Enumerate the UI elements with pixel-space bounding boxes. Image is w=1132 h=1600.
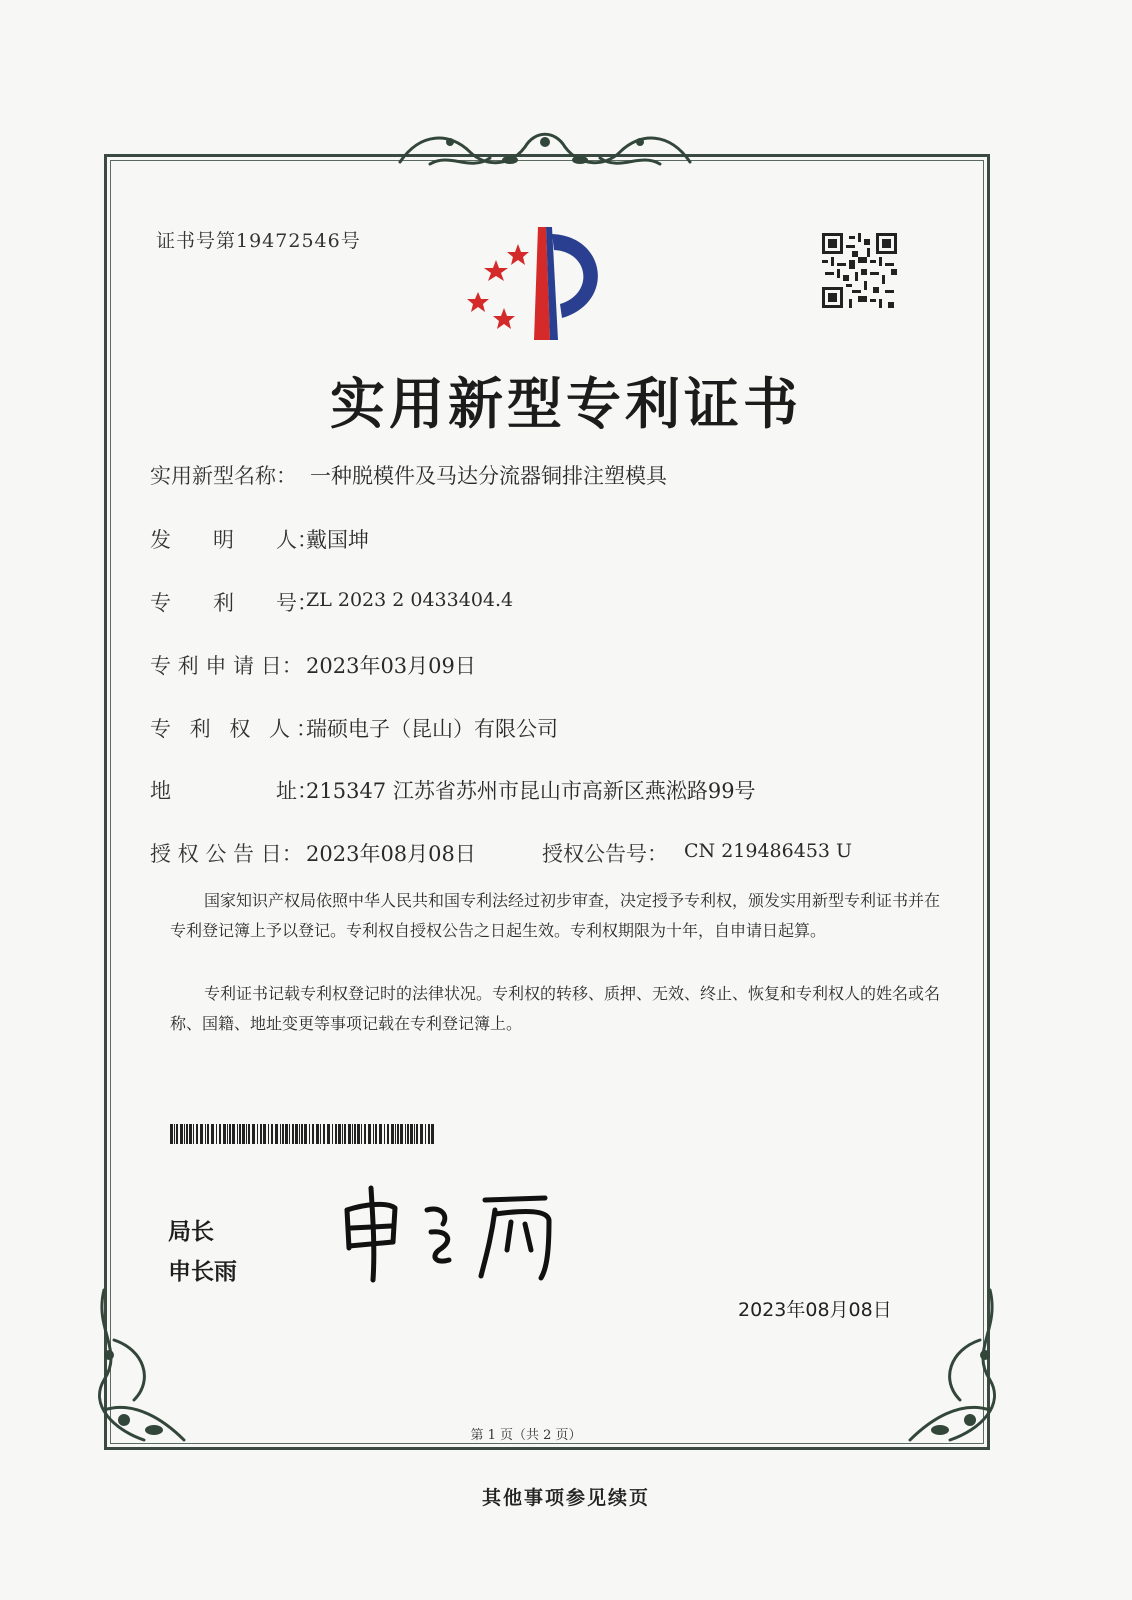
signatory-name: 申长雨 [168, 1259, 237, 1285]
grant-date-value: 2023年08月08日 [306, 842, 476, 866]
barcode-bar [292, 1124, 294, 1144]
barcode-bar [425, 1124, 426, 1144]
address-value: 215347 江苏省苏州市昆山市高新区燕淞路99号 [306, 779, 756, 803]
barcode-bar [309, 1124, 310, 1144]
barcode-bar [271, 1124, 273, 1144]
barcode-bar [170, 1124, 173, 1144]
inventor-value: 戴国坤 [306, 528, 369, 552]
certificate-title: 实用新型专利证书 [329, 371, 802, 436]
footer-note: 其他事项参见续页 [481, 1487, 650, 1509]
barcode-bar [327, 1124, 330, 1144]
barcode-bar [338, 1124, 341, 1144]
patent-no-value: ZL 2023 2 0433404.4 [306, 589, 514, 611]
barcode-bar [227, 1124, 228, 1144]
barcode-bar [397, 1124, 399, 1144]
apply-date-value: 2023年03月09日 [306, 654, 476, 678]
barcode-bar [323, 1124, 325, 1144]
barcode-bar [237, 1124, 238, 1144]
barcode-bar [285, 1124, 288, 1144]
qr-code-icon [822, 233, 897, 308]
barcode-bar [379, 1124, 382, 1144]
barcode-bar [368, 1124, 371, 1144]
barcode-bar [207, 1124, 209, 1144]
barcode-bar [176, 1124, 178, 1144]
barcode-bar [211, 1124, 214, 1144]
holder-value: 瑞硕电子（昆山）有限公司 [306, 717, 558, 741]
barcode-bar [391, 1124, 394, 1144]
certificate-number: 证书号第19472546号 [156, 230, 361, 252]
barcode-bar [320, 1124, 321, 1144]
barcode-bar [364, 1124, 366, 1144]
barcode-bar [384, 1124, 385, 1144]
barcode-bar [246, 1124, 247, 1144]
barcode-bar [282, 1124, 284, 1144]
name-label: 实用新型名称： [150, 464, 297, 488]
barcode-bar [348, 1124, 351, 1144]
paragraph-1: 国家知识产权局依照中华人民共和国专利法经过初步审查，决定授予专利权，颁发实用新型专利证书并在专利登记簿上予以登记。专利权自授权公告之日起生效。专利权期限为十年，自申请日起算。 [170, 891, 941, 940]
barcode-bar [193, 1124, 194, 1144]
barcode-bar [354, 1124, 356, 1144]
barcode-bar [416, 1124, 418, 1144]
barcode-bar [180, 1124, 183, 1144]
barcode-bar [252, 1124, 255, 1144]
barcode-bar [223, 1124, 226, 1144]
barcode-bar [186, 1124, 188, 1144]
barcode-bar [304, 1124, 307, 1144]
barcode-bar [395, 1124, 396, 1144]
barcode-bar [407, 1124, 409, 1144]
name-value: 一种脱模件及马达分流器铜排注塑模具 [310, 464, 667, 488]
barcode-bar [431, 1124, 434, 1144]
grant-no-label: 授权公告号： [542, 842, 668, 866]
grant-no-value: CN 219486453 U [684, 840, 853, 862]
barcode-bar [405, 1124, 406, 1144]
barcode-bar [332, 1124, 333, 1144]
barcode-bar [205, 1124, 206, 1144]
signature [335, 1180, 565, 1285]
barcode-bar [410, 1124, 413, 1144]
grant-date-label: 授 权 公 告 日： [150, 842, 303, 866]
barcode-bar [242, 1124, 245, 1144]
barcode-bar [229, 1124, 231, 1144]
barcode-icon [170, 1124, 435, 1144]
barcode-bar [387, 1124, 389, 1144]
signatory-role: 局长 [168, 1219, 214, 1245]
barcode-bar [248, 1124, 250, 1144]
barcode-bar [275, 1124, 278, 1144]
barcode-bar [375, 1124, 377, 1144]
barcode-bar [342, 1124, 343, 1144]
barcode-bar [200, 1124, 203, 1144]
barcode-bar [289, 1124, 290, 1144]
barcode-bar [174, 1124, 175, 1144]
barcode-bar [295, 1124, 298, 1144]
barcode-bar [312, 1124, 314, 1144]
barcode-bar [257, 1124, 258, 1144]
barcode-bar [239, 1124, 241, 1144]
barcode-bar [260, 1124, 262, 1144]
barcode-bar [184, 1124, 185, 1144]
barcode-bar [335, 1124, 337, 1144]
holder-label: 专 利 权 人： [150, 717, 324, 741]
paragraph-2: 专利证书记载专利权登记时的法律状况。专利权的转移、质押、无效、终止、恢复和专利权人的姓名或名称、国籍、地址变更等事项记载在专利登记簿上。 [170, 984, 941, 1033]
barcode-bar [196, 1124, 198, 1144]
barcode-bar [420, 1124, 423, 1144]
issue-date: 2023年08月08日 [738, 1299, 892, 1321]
barcode-bar [232, 1124, 235, 1144]
barcode-bar [428, 1124, 430, 1144]
page-number: 第 1 页（共 2 页） [470, 1428, 582, 1443]
barcode-bar [280, 1124, 281, 1144]
address-label: 地 址： [150, 779, 318, 803]
barcode-bar [357, 1124, 360, 1144]
barcode-bar [414, 1124, 415, 1144]
top-ornament [390, 122, 700, 178]
barcode-bar [268, 1124, 269, 1144]
barcode-bar [301, 1124, 303, 1144]
barcode-bar [299, 1124, 300, 1144]
barcode-bar [263, 1124, 266, 1144]
inventor-label: 发 明 人： [150, 528, 318, 552]
barcode-bar [344, 1124, 346, 1144]
barcode-bar [219, 1124, 221, 1144]
barcode-bar [400, 1124, 403, 1144]
barcode-bar [352, 1124, 353, 1144]
barcode-bar [373, 1124, 374, 1144]
barcode-bar [189, 1124, 192, 1144]
patent-no-label: 专 利 号： [150, 591, 318, 615]
apply-date-label: 专 利 申 请 日： [150, 654, 303, 678]
cnipa-logo [466, 222, 626, 347]
barcode-bar [316, 1124, 319, 1144]
barcode-bar [361, 1124, 362, 1144]
barcode-bar [216, 1124, 217, 1144]
